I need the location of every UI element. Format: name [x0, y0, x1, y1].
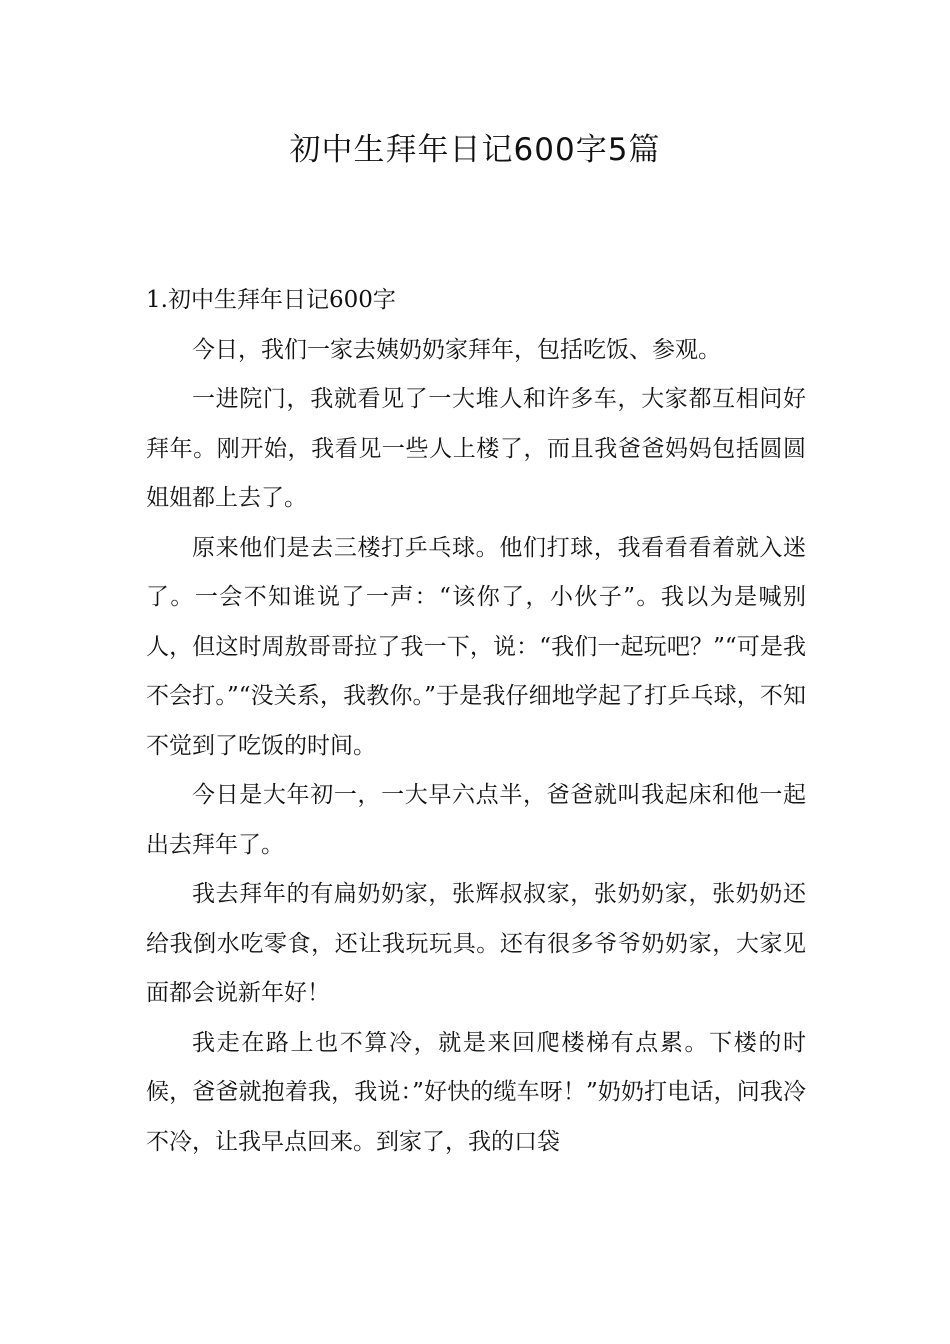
paragraph-2: 一进院门，我就看见了一大堆人和许多车，大家都互相问好拜年。刚开始，我看见一些人上楼了，而且我爸爸妈妈包括圆圆姐姐都上去了。	[146, 386, 806, 511]
document-title: 初中生拜年日记600字5篇	[289, 132, 661, 168]
section-heading: 1.初中生拜年日记600字	[146, 287, 396, 313]
paragraph-6: 我走在路上也不算冷，就是来回爬楼梯有点累。下楼的时候，爸爸就抱着我，我说：”好快的缆车呀！”奶奶打电话，问我冷不冷，让我早点回来。到家了，我的口袋	[146, 1029, 806, 1155]
document-body	[146, 276, 806, 1167]
paragraph-1: 今日，我们一家去姨奶奶家拜年，包括吃饭、参观。	[192, 336, 721, 363]
paragraph-3: 原来他们是去三楼打乒乓球。他们打球，我看看看着就入迷了。一会不知谁说了一声：“该你了，小伙子”。我以为是喊别人，但这时周敖哥哥拉了我一下，说：“我们一起玩吧？”“可是我不会打。”“没关系，我教你。”于是我仔细地学起了打乒乓球，不知不觉到了吃饭的时间。	[146, 534, 806, 759]
paragraph-4: 今日是大年初一，一大早六点半，爸爸就叫我起床和他一起出去拜年了。	[146, 782, 806, 858]
paragraph-5: 我去拜年的有扁奶奶家，张辉叔叔家，张奶奶家，张奶奶还给我倒水吃零食，还让我玩玩具。还有很多爷爷奶奶家，大家见面都会说新年好！	[146, 881, 806, 1006]
